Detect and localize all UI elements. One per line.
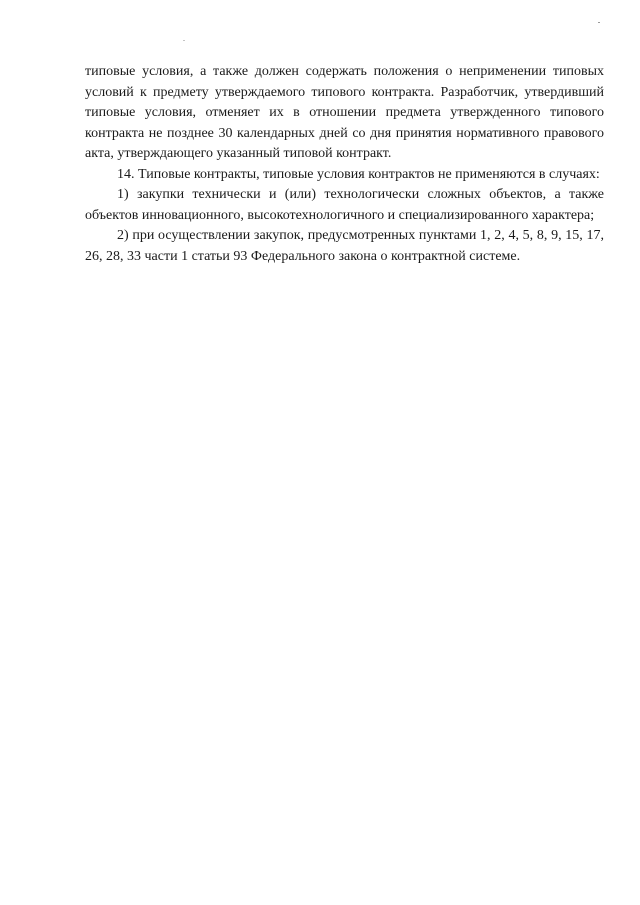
paragraph-item-14: 14. Типовые контракты, типовые условия контрактов не применяются в случаях: <box>117 166 600 182</box>
scan-speck <box>598 22 600 23</box>
document-body <box>85 62 604 267</box>
scan-speck <box>183 40 185 41</box>
paragraph-subitem-2: 2) при осуществлении закупок, предусмотренных пунктами 1, 2, 4, 5, 8, 9, 15, 17, 26, 28, 33 части 1 статьи 93 Федерального закона о контрактной системе. <box>85 228 604 264</box>
paragraph-subitem-1: 1) закупки технически и (или) технологически сложных объектов, а также объектов инновационного, высокотехнологичного и специализированного характера; <box>85 187 604 223</box>
paragraph-continuation: типовые условия, а также должен содержать положения о неприменении типовых условий к предмету утверждаемого типового контракта. Разработчик, утвердивший типовые условия, отменяет их в отношении предмета утвержденного типового контракта не позднее 30 календарных дней со дня принятия нормативного правового акта, утверждающего указанный типовой контракт. <box>85 64 604 161</box>
